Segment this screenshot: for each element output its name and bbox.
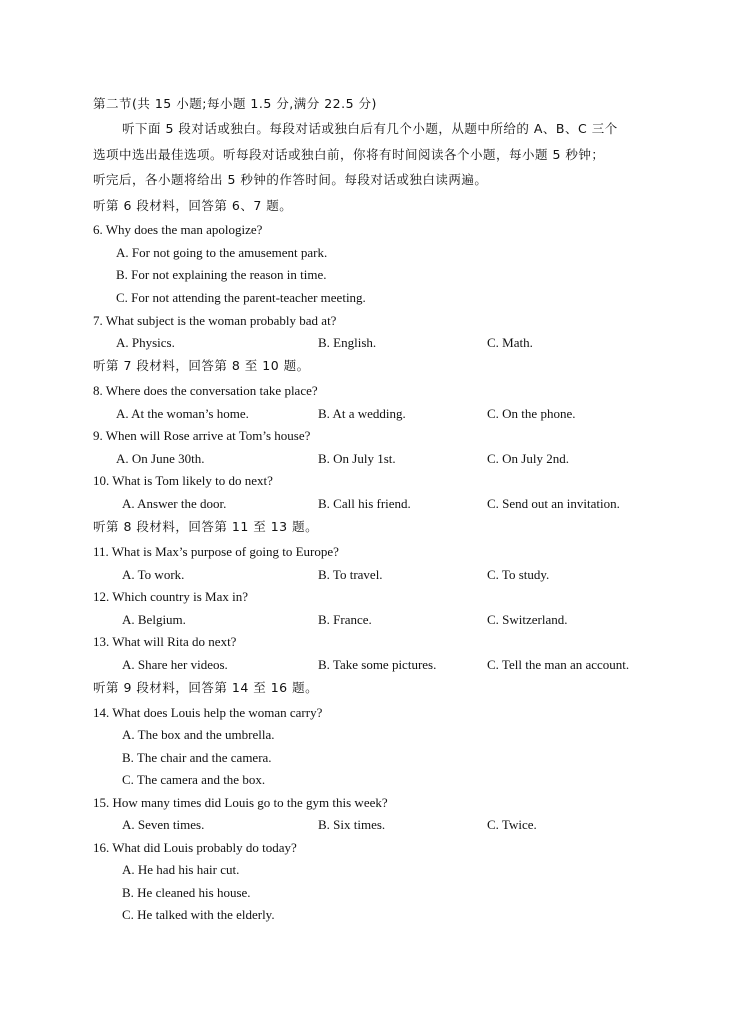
option-a: A. At the woman’s home. xyxy=(116,406,249,421)
option-b: B. Six times. xyxy=(318,817,386,832)
material-header: 听第 7 段材料，回答第 8 至 10 题。 xyxy=(93,358,310,373)
option-c: C. On the phone. xyxy=(487,406,576,421)
option-c: C. Twice. xyxy=(487,817,537,832)
option-a: A. Seven times. xyxy=(122,817,205,832)
option-a: A. Share her videos. xyxy=(122,657,228,672)
option-c: C. The camera and the box. xyxy=(122,772,266,787)
option-b: B. For not explaining the reason in time. xyxy=(116,267,327,282)
option-c: C. Send out an invitation. xyxy=(487,496,620,511)
option-b: B. He cleaned his house. xyxy=(122,885,251,900)
question-text: 9. When will Rose arrive at Tom’s house? xyxy=(93,428,311,443)
option-a: A. He had his hair cut. xyxy=(122,862,240,877)
question-text: 12. Which country is Max in? xyxy=(93,589,249,604)
option-a: A. Answer the door. xyxy=(122,496,227,511)
option-c: C. Switzerland. xyxy=(487,612,568,627)
option-b: B. The chair and the camera. xyxy=(122,750,272,765)
question-text: 10. What is Tom likely to do next? xyxy=(93,473,273,488)
material-header: 听第 6 段材料，回答第 6、7 题。 xyxy=(93,198,293,213)
option-b: B. At a wedding. xyxy=(318,406,406,421)
option-a: A. For not going to the amusement park. xyxy=(116,245,328,260)
instructions-line: 听下面 5 段对话或独白。每段对话或独白后有几个小题，从题中所给的 A、B、C 三个 xyxy=(122,121,618,136)
question-text: 16. What did Louis probably do today? xyxy=(93,840,297,855)
instructions-line: 听完后，各小题将给出 5 秒钟的作答时间。每段对话或独白读两遍。 xyxy=(93,172,488,187)
question-text: 15. How many times did Louis go to the gym this week? xyxy=(93,795,388,810)
section-heading: 第二节(共 15 小题;每小题 1.5 分,满分 22.5 分) xyxy=(93,96,377,111)
option-c: C. He talked with the elderly. xyxy=(122,907,275,922)
question-text: 14. What does Louis help the woman carry? xyxy=(93,705,323,720)
question-text: 11. What is Max’s purpose of going to Europe? xyxy=(93,544,339,559)
option-b: B. On July 1st. xyxy=(318,451,396,466)
option-c: C. To study. xyxy=(487,567,550,582)
option-a: A. To work. xyxy=(122,567,185,582)
question-text: 8. Where does the conversation take place? xyxy=(93,383,318,398)
option-b: B. Call his friend. xyxy=(318,496,411,511)
option-c: C. Tell the man an account. xyxy=(487,657,630,672)
material-header: 听第 9 段材料，回答第 14 至 16 题。 xyxy=(93,680,319,695)
option-c: C. For not attending the parent-teacher meeting. xyxy=(116,290,366,305)
question-text: 6. Why does the man apologize? xyxy=(93,222,263,237)
question-text: 13. What will Rita do next? xyxy=(93,634,237,649)
option-b: B. Take some pictures. xyxy=(318,657,437,672)
option-b: B. France. xyxy=(318,612,372,627)
option-a: A. On June 30th. xyxy=(116,451,205,466)
option-a: A. The box and the umbrella. xyxy=(122,727,275,742)
question-text: 7. What subject is the woman probably bad at? xyxy=(93,313,337,328)
material-header: 听第 8 段材料，回答第 11 至 13 题。 xyxy=(93,519,319,534)
option-a: A. Belgium. xyxy=(122,612,186,627)
option-b: B. English. xyxy=(318,335,377,350)
option-b: B. To travel. xyxy=(318,567,383,582)
option-c: C. Math. xyxy=(487,335,533,350)
option-a: A. Physics. xyxy=(116,335,175,350)
instructions-line: 选项中选出最佳选项。听每段对话或独白前，你将有时间阅读各个小题，每小题 5 秒钟； xyxy=(93,147,605,162)
option-c: C. On July 2nd. xyxy=(487,451,569,466)
